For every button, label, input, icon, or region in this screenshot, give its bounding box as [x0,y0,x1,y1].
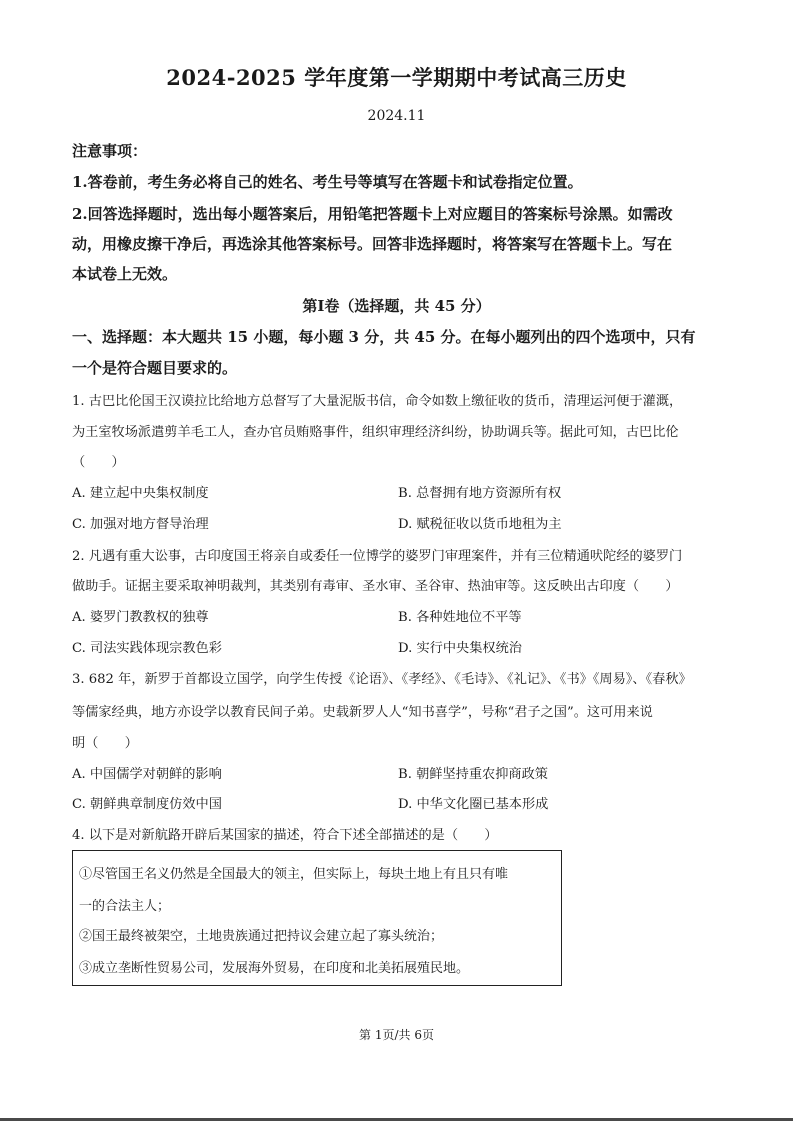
notice-item-2-line-1: 2.回答选择题时，选出每小题答案后，用铅笔把答题卡上对应题目的答案标号涂黑。如需改 [72,205,673,223]
question-1-option-d: D. 赋税征收以货币地租为主 [398,517,562,532]
question-3-option-a: A. 中国儒学对朝鲜的影响 [72,767,222,782]
question-2-option-d: D. 实行中央集权统治 [398,641,522,656]
question-1-line-2: 为王室牧场派遣剪羊毛工人，查办官员贿赂事件，组织审理经济纠纷，协助调兵等。据此可知，古巴比伦 [72,425,679,440]
bottom-rule [0,1118,793,1121]
question-1-line-1: 1. 古巴比伦国王汉谟拉比给地方总督写了大量泥版书信，命令如数上缴征收的货币，清理运河便于灌溉， [72,394,683,409]
question-2-option-b: B. 各种姓地位不平等 [398,610,522,625]
question-1-option-b: B. 总督拥有地方资源所有权 [398,486,562,501]
material-line-2: 一的合法主人； [79,899,171,914]
material-line-4: ③成立垄断性贸易公司，发展海外贸易，在印度和北美拓展殖民地。 [79,961,470,976]
section-title: 第Ⅰ卷（选择题，共 45 分） [302,297,491,315]
question-3-option-d: D. 中华文化圈已基本形成 [398,797,549,812]
notice-item-2-line-2: 动，用橡皮擦干净后，再选涂其他答案标号。回答非选择题时，将答案写在答题卡上。写在 [72,235,673,253]
exam-title: 2024-2025 学年度第一学期期中考试高三历史 [166,65,627,90]
question-1-option-a: A. 建立起中央集权制度 [72,486,209,501]
question-3-line-2: 等儒家经典，地方亦设学以教育民间子弟。史载新罗人人“知书喜学”，号称“君子之国”。这可用来说 [72,705,653,720]
question-2-line-1: 2. 凡遇有重大讼事，古印度国王将亲自或委任一位博学的婆罗门审理案件，并有三位精通吠陀经的婆罗门 [72,549,683,564]
notice-heading: 注意事项： [72,142,148,160]
material-line-1: ①尽管国王名义仍然是全国最大的领主，但实际上，每块土地上有且只有唯 [79,867,509,882]
question-3-option-c: C. 朝鲜典章制度仿效中国 [72,797,222,812]
question-2-option-a: A. 婆罗门教教权的独尊 [72,610,209,625]
question-4-material-box [72,850,562,986]
section-instruction-line-2: 一个是符合题目要求的。 [72,359,238,377]
page-footer: 第 1页/共 6页 [359,1028,434,1042]
notice-item-2-line-3: 本试卷上无效。 [72,265,178,283]
notice-item-1: 1.答卷前，考生务必将自己的姓名、考生号等填写在答题卡和试卷指定位置。 [72,173,583,191]
question-1-line-3: （ ） [72,455,125,470]
question-3-option-b: B. 朝鲜坚持重农抑商政策 [398,767,548,782]
question-1-option-c: C. 加强对地方督导治理 [72,517,209,532]
question-2-line-2: 做助手。证据主要采取神明裁判，其类别有毒审、圣水审、圣谷审、热油审等。这反映出古印度（ ） [72,579,679,594]
question-2-option-c: C. 司法实践体现宗教色彩 [72,641,222,656]
exam-date: 2024.11 [367,108,426,124]
material-line-3: ②国王最终被架空，土地贵族通过把持议会建立起了寡头统治； [79,929,444,944]
question-4-line-1: 4. 以下是对新航路开辟后某国家的描述，符合下述全部描述的是（ ） [72,828,498,843]
section-instruction-line-1: 一、选择题：本大题共 15 小题，每小题 3 分，共 45 分。在每小题列出的四个选项中，只有 [72,328,696,346]
question-3-line-1: 3. 682 年，新罗于首都设立国学，向学生传授《论语》、《孝经》、《毛诗》、《礼记》、《书》《周易》、《春秋》 [72,672,692,687]
question-3-line-3: 明（ ） [72,736,138,751]
